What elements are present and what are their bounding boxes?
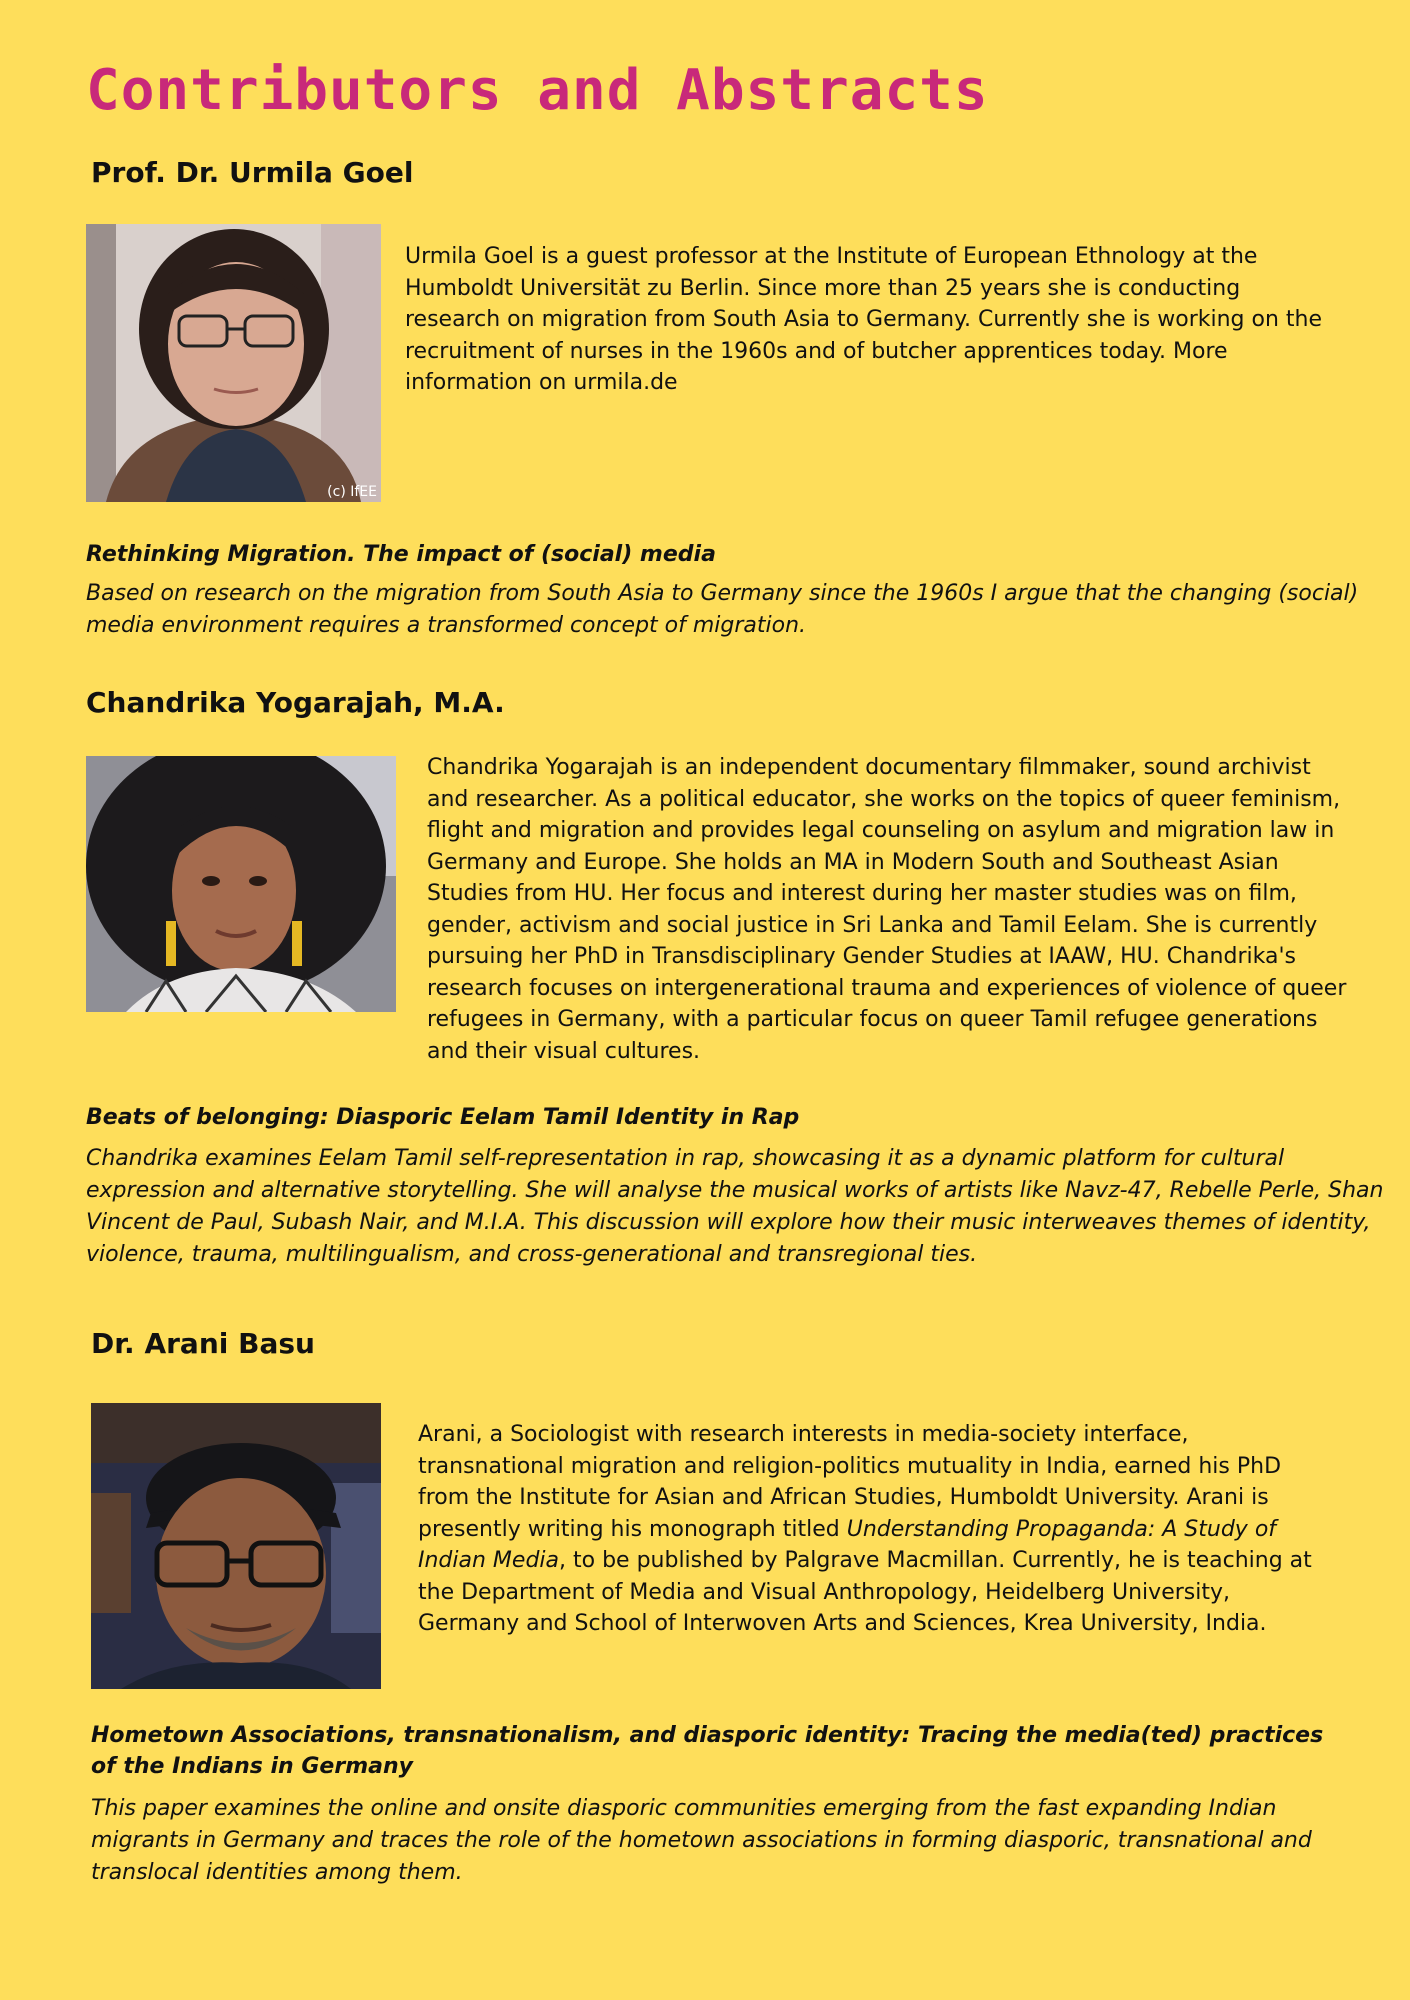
book-title: Understanding Propaganda: A Study of Indian Media	[418, 1516, 1277, 1573]
bio-text: , to be published by Palgrave Macmillan. Currently, he is teaching at the Department of Media and Visual Anthropology, Heidelberg University, Germany and School of Interwoven Arts and Sciences, Krea University, India.	[418, 1548, 1312, 1636]
contributor-bio: Chandrika Yogarajah is an independent documentary filmmaker, sound archivist and researcher. As a political educator, she works on the topics of queer feminism, flight and migration and provides legal counseling on asylum and migration law in Germany and Europe. She holds an MA in Modern South and Southeast Asian Studies from HU. Her focus and interest during her master studies was on film, gender, activism and social justice in Sri Lanka and Tamil Eelam. She is currently pursuing her PhD in Transdisciplinary Gender Studies at IAAW, HU. Chandrika's research focuses on intergenerational trauma and experiences of violence of queer refugees in Germany, with a particular focus on queer Tamil refugee generations and their visual cultures.	[427, 755, 1347, 1064]
contributor-bio: Urmila Goel is a guest professor at the Institute of European Ethnology at the Humboldt Universität zu Berlin. Since more than 25 years she is conducting research on migration from South Asia to Germany. Currently she is working on the recruitment of nurses in the 1960s and of butcher apprentices today. More information on urmila.de	[405, 244, 1323, 395]
page-title: Contributors and Abstracts	[86, 58, 989, 123]
abstract-title: Beats of belonging: Diasporic Eelam Tamil Identity in Rap	[86, 1105, 800, 1130]
bio-text: Arani, a Sociologist with research interests in media-society interface, transnational migration and religion-politics mutuality in India, earned his PhD from the Institute for Asian and African Studies, Humboldt University. Arani is presently writing his monograph titled	[418, 1422, 1282, 1542]
abstract-title: Hometown Associations, transnationalism, and diasporic identity: Tracing the media(ted) practices of the Indians in Germany	[91, 1723, 1324, 1779]
contributor-photo	[86, 224, 381, 502]
contributor-name: Dr. Arani Basu	[91, 1327, 315, 1360]
photo-caption: (c) IfEE	[327, 484, 377, 500]
abstract-text: This paper examines the online and onsite diasporic communities emerging from the fast expanding Indian migrants in Germany and traces the role of the hometown associations in forming diasporic, transnational and translocal identities among them.	[91, 1796, 1312, 1885]
abstract-text: Based on research on the migration from South Asia to Germany since the 1960s I argue that the changing (social) media environment requires a transformed concept of migration.	[86, 581, 1359, 638]
contributor-name: Prof. Dr. Urmila Goel	[91, 156, 414, 189]
abstract-text: Chandrika examines Eelam Tamil self-representation in rap, showcasing it as a dynamic platform for cultural expression and alternative storytelling. She will analyse the musical works of artists like Navz-47, Rebelle Perle, Shan Vincent de Paul, Subash Nair, and M.I.A. This discussion will explore how their music interweaves themes of identity, violence, trauma, multilingualism, and cross-generational and transregional ties.	[86, 1146, 1384, 1267]
contributor-name: Chandrika Yogarajah, M.A.	[86, 686, 505, 719]
abstract-title: Rethinking Migration. The impact of (social) media	[86, 542, 716, 567]
contributor-photo	[86, 756, 396, 1012]
contributor-photo	[91, 1403, 381, 1689]
contributor-bio	[418, 1419, 1318, 1640]
